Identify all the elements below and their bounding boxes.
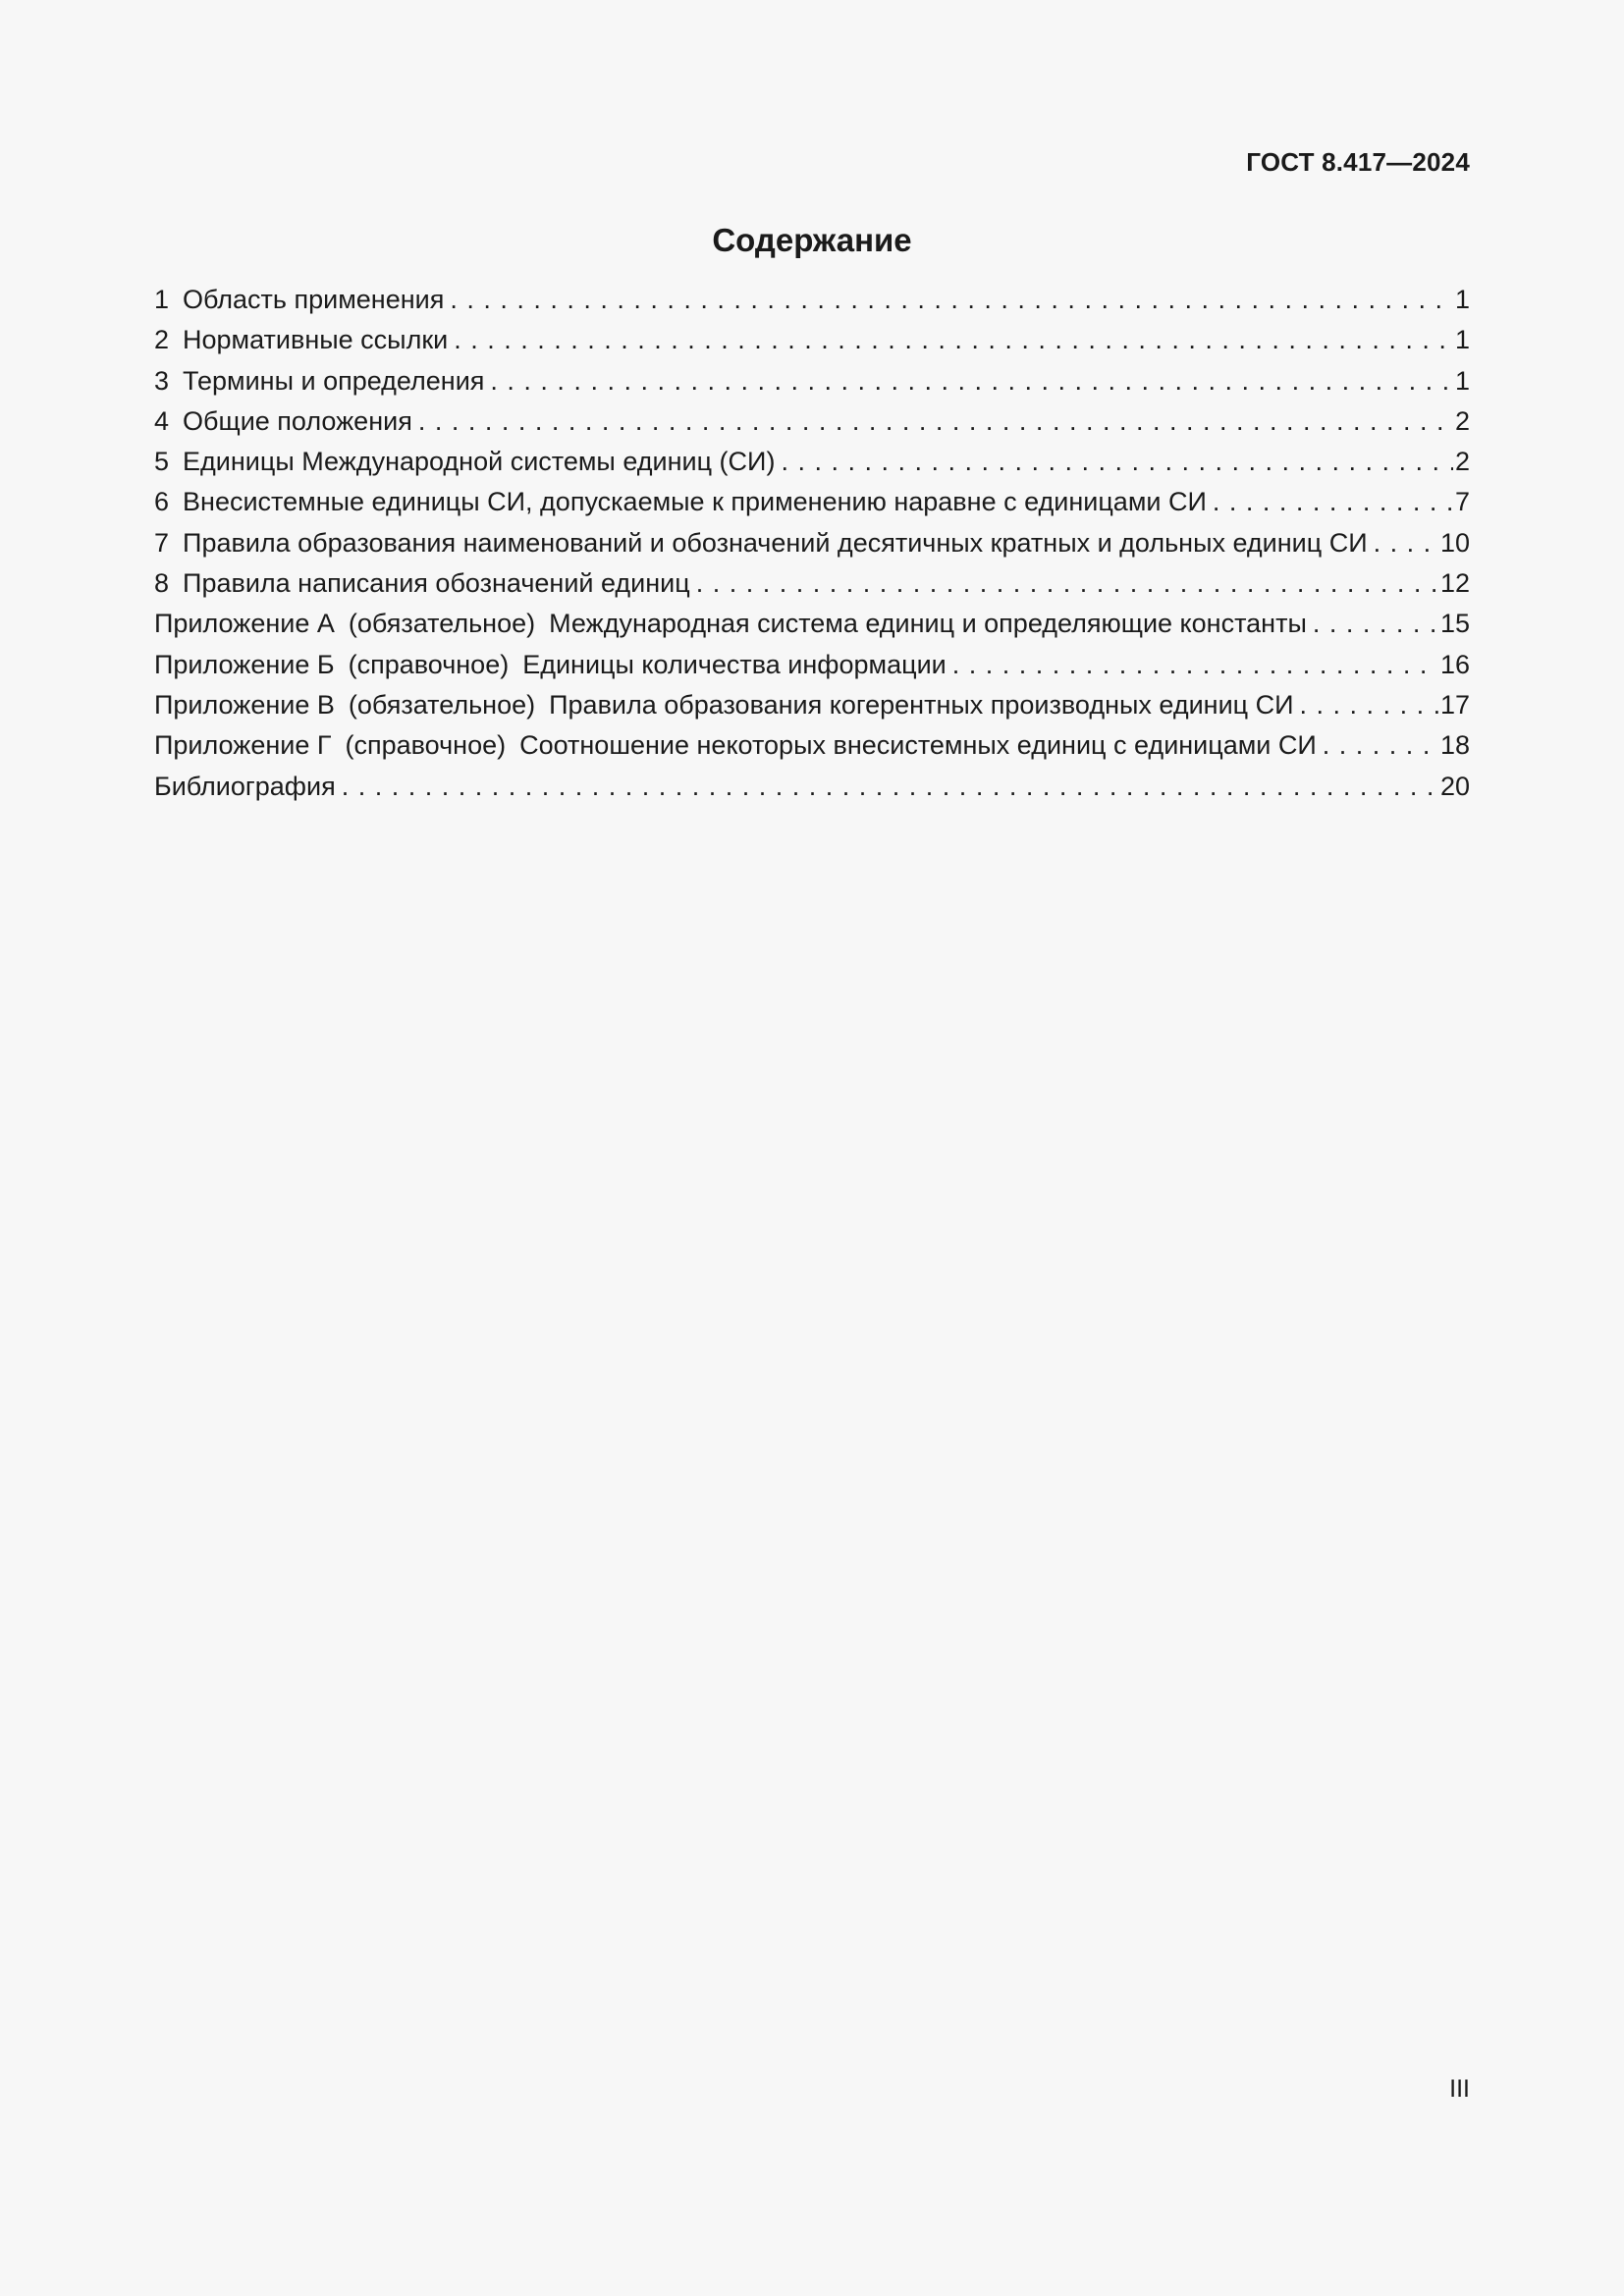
toc-page-number: 1	[1454, 365, 1470, 396]
toc-bibliography-title: Библиография	[154, 771, 336, 801]
toc-dot-leader	[1374, 528, 1438, 559]
toc-page-number: 17	[1439, 689, 1470, 720]
toc-appendix-title: Международная система единиц и определяющие константы	[549, 609, 1307, 639]
toc-entry-appendix-b[interactable]	[154, 650, 1470, 690]
toc-appendix-label: Приложение В	[154, 689, 335, 720]
toc-dot-leader	[952, 650, 1438, 680]
toc-appendix-kind: (обязательное)	[348, 609, 536, 639]
toc-entry-section-3[interactable]	[154, 366, 1470, 406]
toc-entry-appendix-v[interactable]	[154, 690, 1470, 730]
toc-dot-leader	[696, 568, 1438, 599]
toc-section-number: 4	[154, 405, 170, 436]
toc-entry-section-6[interactable]	[154, 487, 1470, 527]
toc-section-title: Область применения	[183, 285, 445, 314]
toc-section-title: Правила написания обозначений единиц	[183, 568, 690, 599]
toc-entry-appendix-a[interactable]	[154, 609, 1470, 649]
toc-entry-section-2[interactable]	[154, 325, 1470, 365]
toc-dot-leader	[781, 447, 1453, 477]
toc-entry-appendix-g[interactable]	[154, 730, 1470, 771]
toc-dot-leader	[450, 285, 1453, 315]
toc-dot-leader	[342, 772, 1438, 802]
toc-section-number: 1	[154, 285, 170, 314]
page-number: III	[1449, 2075, 1470, 2103]
toc-appendix-kind: (справочное)	[348, 649, 510, 679]
toc-appendix-title: Соотношение некоторых внесистемных единиц с единицами СИ	[519, 730, 1317, 761]
toc-page-number: 2	[1454, 447, 1470, 477]
toc-section-number: 2	[154, 325, 170, 355]
toc-section-number: 8	[154, 568, 170, 599]
toc-appendix-title: Единицы количества информации	[522, 649, 947, 679]
toc-section-title: Единицы Международной системы единиц (СИ)	[183, 447, 776, 477]
toc-page-number: 18	[1439, 730, 1470, 761]
toc-section-number: 6	[154, 487, 170, 517]
toc-section-number: 7	[154, 527, 170, 558]
toc-page-number: 2	[1454, 405, 1470, 436]
toc-section-number: 3	[154, 365, 170, 396]
toc-entry-section-4[interactable]	[154, 406, 1470, 447]
toc-dot-leader	[1313, 609, 1438, 639]
toc-section-title: Термины и определения	[183, 365, 485, 396]
toc-page-number: 15	[1439, 609, 1470, 639]
toc-entry-section-1[interactable]	[154, 285, 1470, 325]
toc-page-number: 16	[1439, 649, 1470, 679]
table-of-contents	[154, 285, 1470, 812]
toc-page-number: 1	[1454, 285, 1470, 314]
toc-appendix-kind: (обязательное)	[348, 689, 536, 720]
toc-entry-section-5[interactable]	[154, 447, 1470, 487]
toc-section-title: Общие положения	[183, 405, 412, 436]
toc-appendix-label: Приложение Г	[154, 730, 332, 761]
toc-section-number: 5	[154, 447, 170, 477]
toc-dot-leader	[1213, 487, 1453, 517]
toc-appendix-kind: (справочное)	[345, 730, 507, 761]
toc-section-title: Правила образования наименований и обозначений десятичных кратных и дольных единиц СИ	[183, 527, 1368, 558]
toc-appendix-label: Приложение Б	[154, 649, 335, 679]
toc-page-number: 20	[1439, 771, 1470, 801]
toc-dot-leader	[454, 325, 1453, 355]
toc-page-number: 10	[1439, 527, 1470, 558]
toc-dot-leader	[1300, 690, 1438, 721]
toc-dot-leader	[490, 366, 1453, 397]
document-code: ГОСТ 8.417—2024	[1246, 147, 1470, 177]
toc-dot-leader	[418, 406, 1453, 437]
toc-entry-bibliography[interactable]	[154, 772, 1470, 812]
toc-page-number: 7	[1454, 487, 1470, 517]
toc-entry-section-8[interactable]	[154, 568, 1470, 609]
toc-heading: Содержание	[712, 222, 912, 258]
toc-section-title: Нормативные ссылки	[183, 325, 449, 355]
toc-entry-section-7[interactable]	[154, 528, 1470, 568]
toc-dot-leader	[1323, 730, 1438, 761]
toc-section-title: Внесистемные единицы СИ, допускаемые к применению наравне с единицами СИ	[183, 487, 1207, 517]
toc-appendix-label: Приложение А	[154, 609, 335, 639]
toc-appendix-title: Правила образования когерентных производных единиц СИ	[549, 689, 1294, 720]
toc-page-number: 12	[1439, 568, 1470, 599]
toc-page-number: 1	[1454, 325, 1470, 355]
